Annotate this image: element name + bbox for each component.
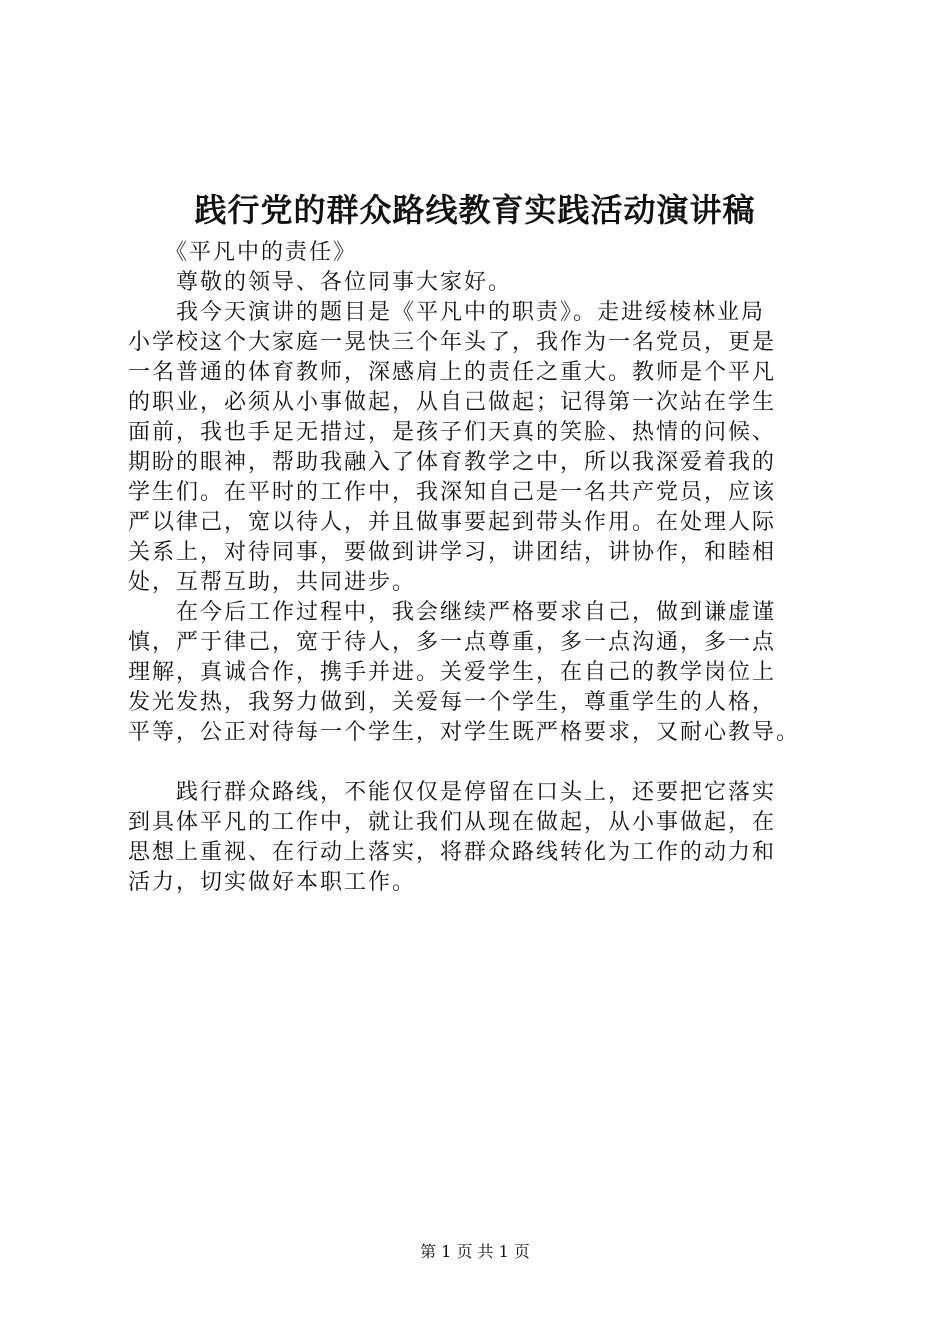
text-line: 学生们。在平时的工作中，我深知自己是一名共产党员，应该 — [128, 480, 777, 505]
text-line: 践行群众路线，不能仅仅是停留在口头上，还要把它落实 — [128, 780, 777, 805]
text-line: 处，互帮互助，共同进步。 — [128, 570, 417, 595]
text-line: 平等，公正对待每一个学生，对学生既严格要求，又耐心教导。 — [128, 720, 801, 745]
text-line: 《平凡中的责任》 — [128, 240, 358, 265]
text-line: 理解，真诚合作，携手并进。关爱学生，在自己的教学岗位上 — [128, 660, 777, 685]
text-line: 发光发热，我努力做到，关爱每一个学生，尊重学生的人格， — [128, 690, 777, 715]
document-title: 践行党的群众路线教育实践活动演讲稿 — [194, 191, 756, 229]
page-number-footer: 第 1 页 共 1 页 — [420, 1242, 530, 1261]
text-line: 关系上，对待同事，要做到讲学习，讲团结，讲协作，和睦相 — [128, 540, 777, 565]
text-line: 面前，我也手足无措过，是孩子们天真的笑脸、热情的问候、 — [128, 420, 777, 445]
text-line: 到具体平凡的工作中，就让我们从现在做起，从小事做起，在 — [128, 810, 777, 835]
text-line: 一名普通的体育教师，深感肩上的责任之重大。教师是个平凡 — [128, 360, 777, 385]
text-line: 思想上重视、在行动上落实，将群众路线转化为工作的动力和 — [128, 840, 777, 865]
document-body — [128, 238, 848, 898]
text-line: 严以律己，宽以待人，并且做事要起到带头作用。在处理人际 — [128, 510, 777, 535]
text-line: 尊敬的领导、各位同事大家好。 — [128, 270, 513, 295]
text-line: 活力，切实做好本职工作。 — [128, 870, 417, 895]
text-line: 期盼的眼神，帮助我融入了体育教学之中，所以我深爱着我的 — [128, 450, 777, 475]
text-line: 在今后工作过程中，我会继续严格要求自己，做到谦虚谨 — [128, 600, 777, 625]
text-line: 我今天演讲的题目是《平凡中的职责》。走进绥棱林业局 — [128, 300, 766, 325]
text-line: 慎，严于律己，宽于待人，多一点尊重，多一点沟通，多一点 — [128, 630, 777, 655]
text-line: 小学校这个大家庭一晃快三个年头了，我作为一名党员，更是 — [128, 330, 777, 355]
paragraph-gap — [128, 748, 848, 778]
text-line: 的职业，必须从小事做起，从自己做起；记得第一次站在学生 — [128, 390, 777, 415]
